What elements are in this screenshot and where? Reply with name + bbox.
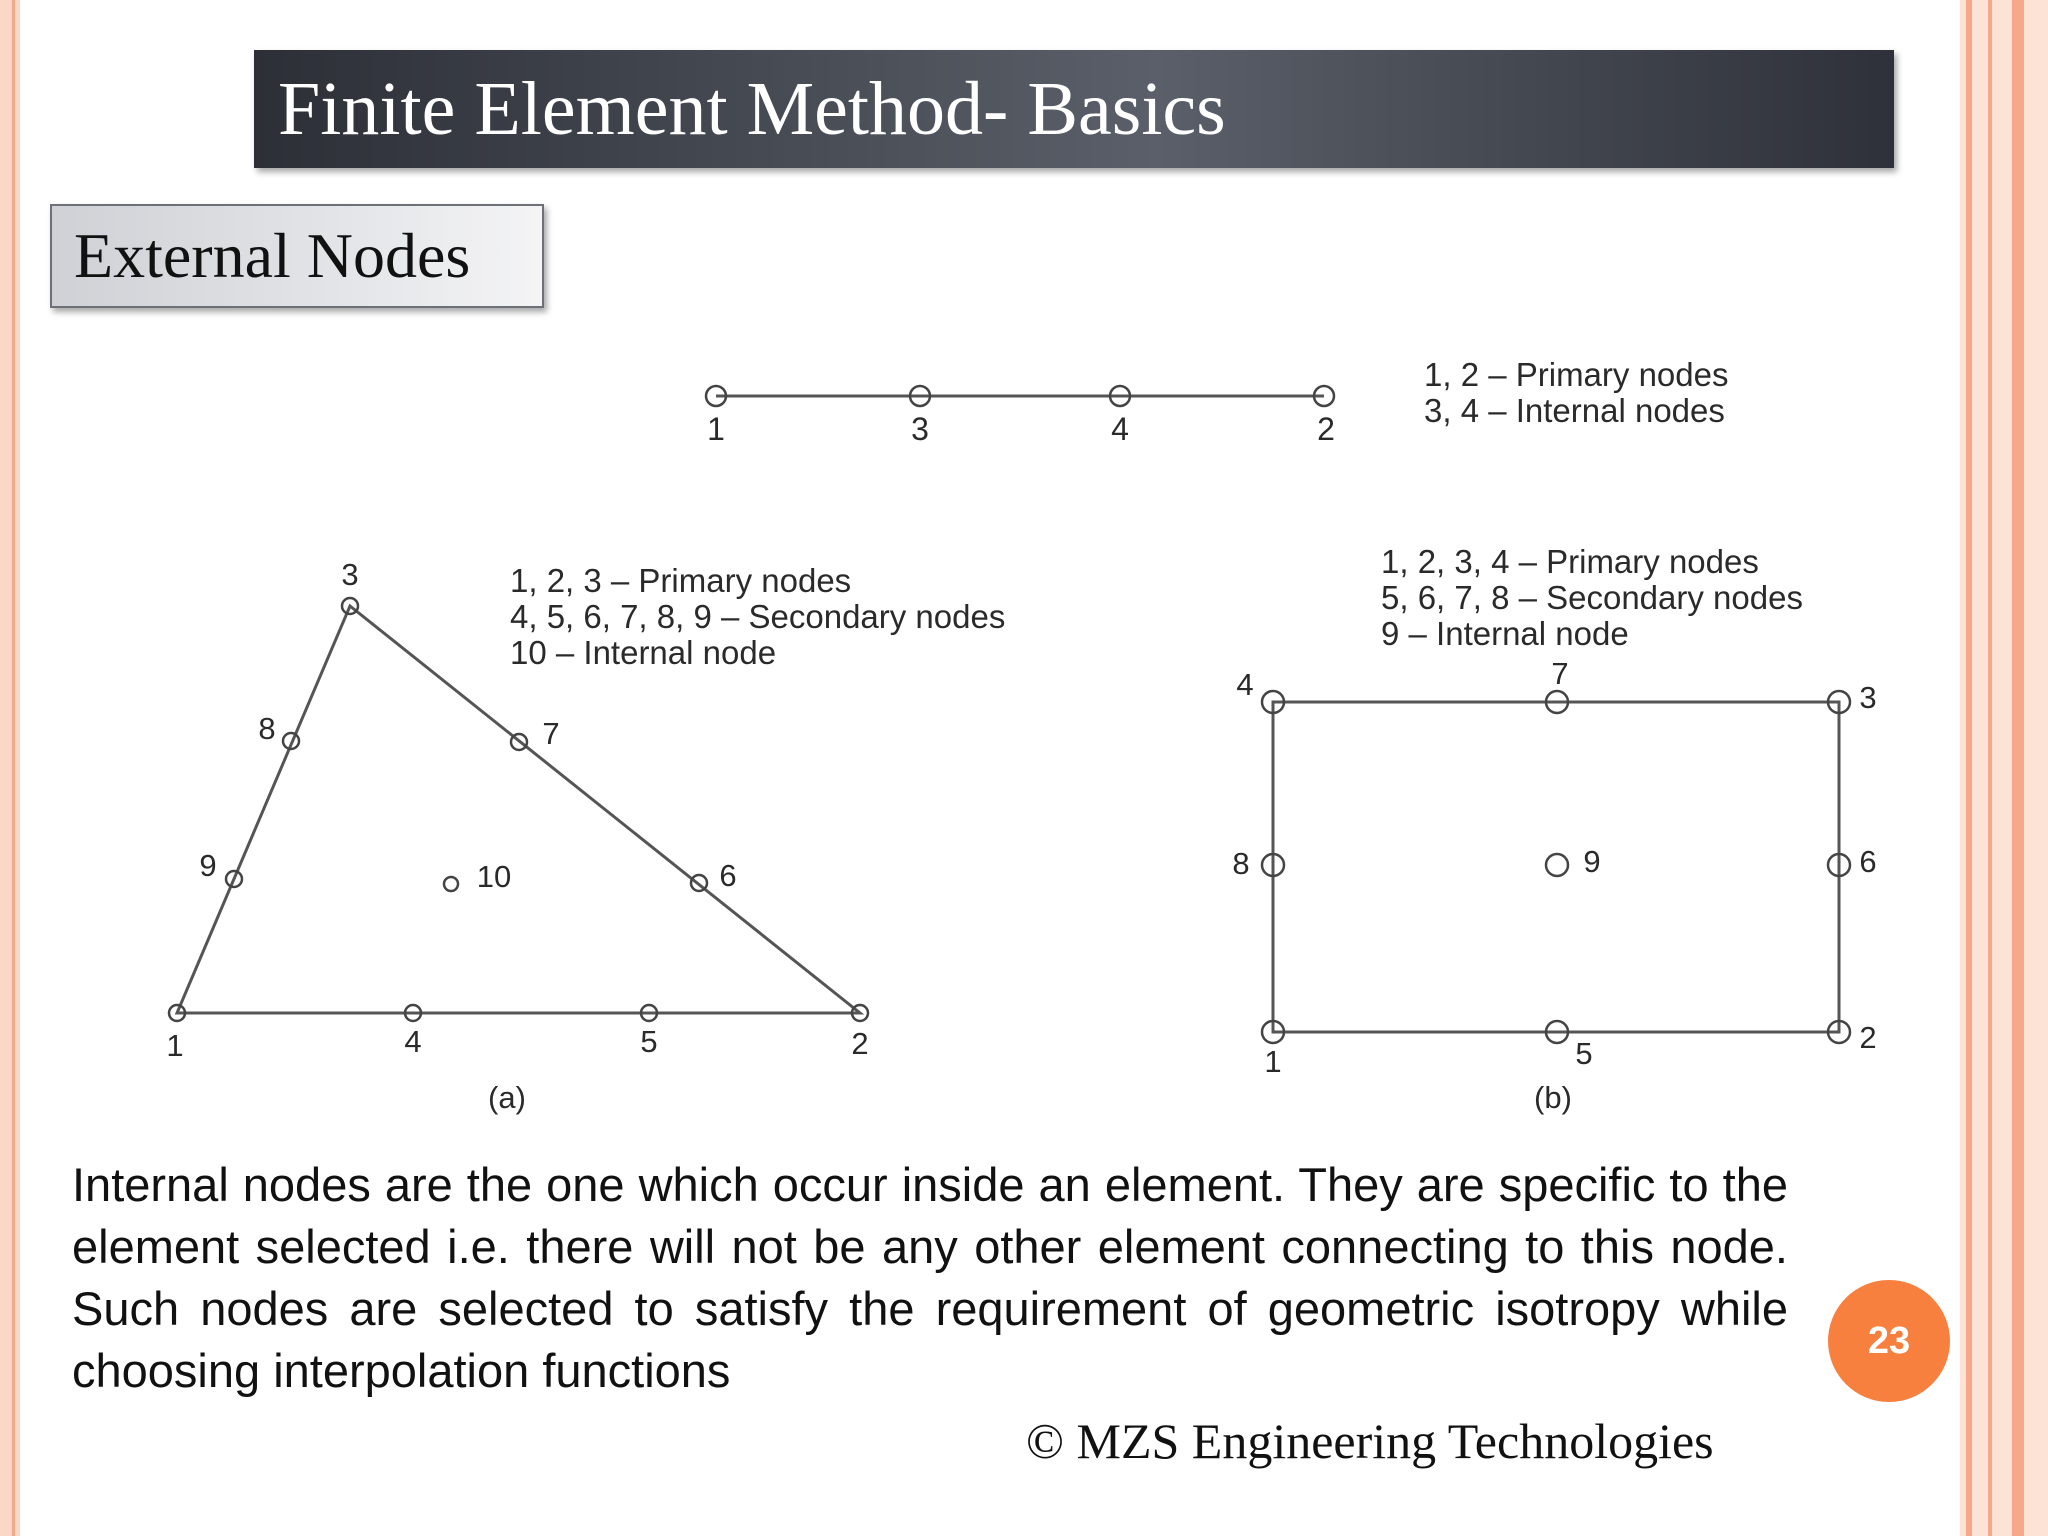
rect-node-label: 7 xyxy=(1551,656,1569,691)
rect-node-label: 6 xyxy=(1859,844,1877,879)
line-legend-internal: 3, 4 – Internal nodes xyxy=(1424,392,1725,429)
rect-node-9 xyxy=(1546,854,1568,876)
rect-legend-internal: 9 – Internal node xyxy=(1381,615,1629,652)
line-legend-primary: 1, 2 – Primary nodes xyxy=(1424,356,1729,393)
rect-legend-primary: 1, 2, 3, 4 – Primary nodes xyxy=(1381,543,1759,580)
rect-node-label: 9 xyxy=(1583,844,1601,879)
copyright-text: © MZS Engineering Technologies xyxy=(1026,1413,1714,1469)
tri-legend-primary: 1, 2, 3 – Primary nodes xyxy=(510,562,852,599)
tri-node-label: 6 xyxy=(719,858,737,893)
line-node-label: 2 xyxy=(1317,411,1335,447)
triangle-element xyxy=(166,557,1005,1115)
slide-title: Finite Element Method- Basics xyxy=(278,67,1226,151)
tri-node-label: 4 xyxy=(404,1024,422,1059)
rect-node-label: 5 xyxy=(1575,1036,1593,1071)
rect-caption: (b) xyxy=(1534,1080,1572,1115)
tri-node-label: 3 xyxy=(341,557,359,592)
page-number: 23 xyxy=(1867,1319,1911,1362)
line-node-label: 3 xyxy=(911,411,929,447)
line-node-label: 1 xyxy=(707,411,725,447)
tri-node-label: 8 xyxy=(258,711,276,746)
tri-node-label: 7 xyxy=(542,716,560,751)
line-node-label: 4 xyxy=(1111,411,1129,447)
tri-legend-secondary: 4, 5, 6, 7, 8, 9 – Secondary nodes xyxy=(510,598,1006,635)
tri-legend-internal: 10 – Internal node xyxy=(510,634,777,671)
tri-node-10 xyxy=(444,877,458,891)
rect-legend-secondary: 5, 6, 7, 8 – Secondary nodes xyxy=(1381,579,1803,616)
rect-node-label: 2 xyxy=(1859,1020,1877,1055)
tri-node-label: 9 xyxy=(199,848,217,883)
tri-node-label: 1 xyxy=(166,1028,184,1063)
rect-node-label: 1 xyxy=(1264,1044,1282,1079)
tri-node-label: 5 xyxy=(640,1024,658,1059)
tri-node-label: 2 xyxy=(851,1026,869,1061)
tri-node-label: 10 xyxy=(476,859,512,894)
rect-node-label: 8 xyxy=(1232,846,1250,881)
section-heading: External Nodes xyxy=(74,220,471,291)
line-element xyxy=(706,356,1728,447)
rect-node-label: 4 xyxy=(1236,667,1254,702)
rectangle-element xyxy=(1232,543,1876,1115)
page-number-badge xyxy=(1828,1280,1950,1402)
tri-caption: (a) xyxy=(488,1080,526,1115)
rect-node-label: 3 xyxy=(1859,680,1877,715)
body-paragraph: Internal nodes are the one which occur inside an element. They are specific to the element selected i.e. there will not be any other element connecting to this node. Such nodes are selected to satisfy the requirement of geometric isotropy while choosing interpolation functions xyxy=(72,1158,1788,1397)
